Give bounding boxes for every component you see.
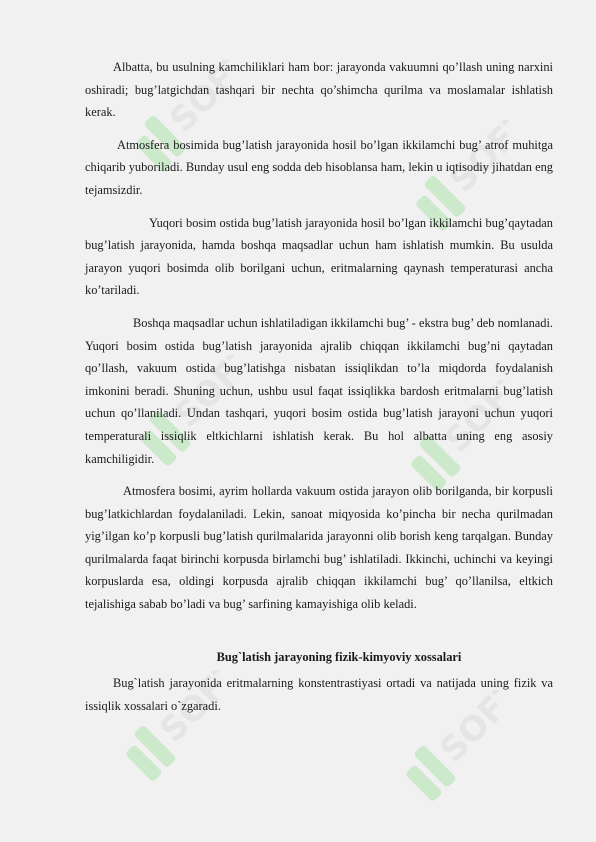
section-heading: Bug`latish jarayoning fizik-kimyoviy xossalari xyxy=(216,649,462,664)
svg-text:SOFT: SOFT xyxy=(167,355,235,436)
paragraph: Yuqori bosim ostida bug’latish jarayonida hosil bo’lgan ikkilamchi bug’qaytadan bug’latish jarayonida, hamda boshqa maqsadlar uchun ham ishlatish mumkin. Bu usulda jarayon yuqori bosimda olib borilgani uchun, eritmalarning qaynash temperaturasi ancha ko’tariladi. xyxy=(85,215,553,298)
svg-text:SOFT: SOFT xyxy=(162,60,230,141)
svg-text:SOFT: SOFT xyxy=(432,690,500,771)
svg-text:SOFT: SOFT xyxy=(442,120,510,201)
paragraph: Albatta, bu usulning kamchiliklari ham bor: jarayonda vakuumni qo’llash uning narxini oshiradi; bug’latgichdan tashqari bir nechta qo’shimcha qurilma va moslamalar ishlatish kerak. xyxy=(85,60,553,120)
paragraph: Boshqa maqsadlar uchun ishlatiladigan ikkilamchi bug’ - ekstra bug’ deb nomlanadi. Yuqori bosim ostida bug’latish jarayonida ajralib chiqqan ikkilamchi bug’ni qaytadan qo’llash, vakuum ostida bug’latishga nisbatan issiqlikdan to’la miqdorda foydalanish imkonini beradi. Shuning uchun, ushbu usul faqat issiqlikka bardosh eritmalarni bug’latish uchun qo’llaniladi. Undan tashqari, yuqori bosim ostida bug’latish jarayoni uchun yuqori temperaturali issiqlik eltkichlarni ishlatish kerak. Bu hol albatta uning eng asosiy kamchiligidir. xyxy=(85,315,553,466)
svg-text:SOFT: SOFT xyxy=(437,380,505,461)
document-body xyxy=(85,56,553,727)
paragraph: Atmosfera bosimi, ayrim hollarda vakuum ostida jarayon olib borilganda, bir korpusli bug’latkichlardan foydalaniladi. Lekin, sanoat miqyosida ko’pincha bir necha qurilmadan yig’ilgan ko’p korpusli bug’latish qurilmalarida jarayonni olib borish keng tarqalgan. Bunday qurilmalarda faqat birinchi korpusda birlamchi bug’ ishlatiladi. Ikkinchi, uchinchi va keyingi korpuslarda esa, oldingi korpusda ajralib chiqqan ikkilamchi bug’ qo’llanilsa, eltkich tejalishiga sabab bo’ladi va bug’ sarfining kamayishiga olib keladi. xyxy=(85,484,553,612)
paragraph: Atmosfera bosimida bug’latish jarayonida hosil bo’lgan ikkilamchi bug’ atrof muhitga chiqarib yuboriladi. Bunday usul eng sodda deb hisoblansa ham, lekin u iqtisodiy jihatdan eng tejamsizdir. xyxy=(85,137,553,197)
svg-text:SOFT: SOFT xyxy=(152,670,220,751)
paragraph: Bug`latish jarayonida eritmalarning konstentrastiyasi ortadi va natijada uning fizik va issiqlik xossalari o`zgaradi. xyxy=(85,676,553,713)
